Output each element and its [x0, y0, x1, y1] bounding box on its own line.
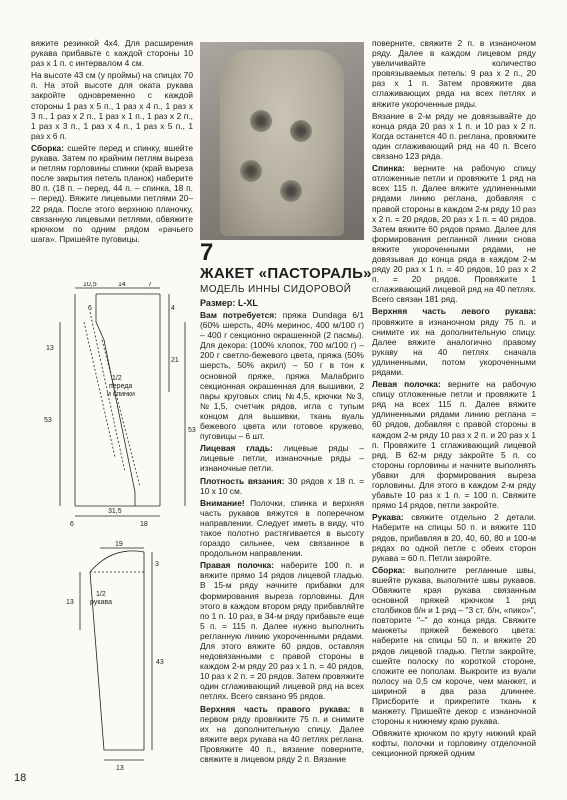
column-middle: [200, 310, 364, 766]
paragraph: Рукава: свяжите отдельно 2 детали. Наберите на спицы 50 п. и вяжите 110 рядов, прибавляя в 20, 40, 60, 80 и 100-м рядах по одной петле с обеих сторон рукава = 60 п. Петли закройте.: [372, 512, 536, 563]
paragraph: На высоте 43 см (у проймы) на спицах 70 п. На этой высоте для оката рукава закройте одновременно с каждой стороны 1 раз х 5 п., 1 раз х 4 п., 1 раз х 3 п., 1 раз х 2 п., 1 раз х 1 п., 1 раз х 2 п., 1 раз х 3 п., 1 раз х 4 п., 1 раз х 5 п., 1 раз х 6 п.: [31, 70, 193, 141]
paragraph: Обвяжите крючком по кругу нижний край кофты, полочки и горловину отделочной секционной пряжей одним: [372, 728, 536, 759]
dim-label: 3: [155, 561, 159, 568]
body-schematic-diagram: [40, 282, 200, 530]
dim-label: 19: [115, 541, 123, 548]
paragraph: Вам потребуется: пряжа Dundaga 6/1 (60% шерсть, 40% меринос, 400 м/100 г) – 400 г секционно окрашенной (2 пасмы). Для декора: (100% хлопок, 700 м/100 г) – 200 г светло-бежевого цвета, пряжа (50% шерсть, 50% акрил) – 50 г в тон к основной пряже, пряжа Малабриго секционная окрашенная для вышивки, 2 пары круговых спиц №4,5, крючки №3, №1,5, счетчик рядов, игла с тупым концом для вышивки, ткань вуаль бежевого цвета или готовое кружево, пуговицы – 6 шт.: [200, 310, 364, 442]
dim-label: 13: [66, 599, 74, 606]
paragraph: Левая полочка: верните на рабочую спицу отложенные петли и провяжите 1 ряд на всех 115 п. Далее вяжите удлиненными рядами линию реглана = 60 рядов, добавляя с правой стороны в каждом 2-м ряду 10 раз х 2 п. и 20 раз х 1 п. Провяжите 1 сглаживающий лицевой ряд. В 62-м ряду закройте 5 п. со стороны горловины и начните выполнять убавки для формирования выреза горловины. Для этого в каждом 2-м ряду убавьте 10 раз х 1 п. = 100 п. Свяжите прямо 14 рядов, петли закройте.: [372, 379, 536, 511]
rose-decor-icon: [240, 160, 262, 182]
pattern-title: ЖАКЕТ «ПАСТОРАЛЬ»: [200, 265, 372, 282]
dim-label: 21: [171, 357, 179, 364]
paragraph: поверните, свяжите 2 п. в изнаночном ряду. Далее в каждом лицевом ряду увеличивайте количество провязываемых петель: 9 раз х 2 п., 20 раз х 1 п. Затем провяжите два сглаживающих ряда на всех петлях и вяжите укороченные ряды.: [372, 38, 536, 109]
dim-label: 4: [171, 305, 175, 312]
sleeve-schematic-diagram: [60, 540, 190, 775]
dim-label: и спинки: [107, 391, 135, 398]
rose-decor-icon: [250, 110, 272, 132]
paragraph: Внимание! Полочки, спинка и верхняя часть рукавов вяжутся в поперечном направлении. Следует иметь в виду, что такое полотно растягивается в высоту гораздо сильнее, чем связанное в продольном направлении.: [200, 497, 364, 559]
paragraph: Плотность вязания: 30 рядов х 18 п. = 10 х 10 см.: [200, 475, 364, 496]
dim-label: 10,5: [83, 282, 97, 288]
paragraph: Правая полочка: наберите 100 п. и вяжите прямо 14 рядов лицевой гладью. В 15-м ряду начните прибавки для формирования выреза горловины. Для этого в каждом втором ряду прибавляйте по 1 п. 10 раз, в 34-м ряду прибавьте еще 5 п. = 115 п. Далее нужно выполнить регланную линию укороченными рядами. Для этого вяжите 60 рядов, оставляя недовязанными с правой стороны в каждом 2-м ряду 20 раз х 1 п. = 40 рядов, 10 раз х 2 п. = 20 рядов. Затем провяжите один сглаживающий лицевой ряд на всех петлях. Всего связано 95 рядов.: [200, 560, 364, 702]
paragraph: Вязание в 2-м ряду не довязывайте до конца ряда 20 раз х 1 п. и 10 раз х 2 п. Когда останется 40 п. реглана, провяжите один сглаживающий ряд на 40 п. Всего связано 123 ряда.: [372, 110, 536, 162]
column-right: [372, 38, 536, 761]
pattern-author: МОДЕЛЬ ИННЫ СИДОРОВОЙ: [200, 284, 352, 295]
paragraph: Верхняя часть правого рукава: в первом ряду провяжите 75 п. и снимите их на дополнительную спицу. Далее вяжите верх рукава на 40 петлях реглана. Провяжите 40 п., вязание поверните, свяжите в лицевом ряду 2 п. Вязание: [200, 703, 364, 765]
dim-label: 6: [88, 305, 92, 312]
dim-label: 31,5: [108, 508, 122, 515]
dim-label: 18: [140, 521, 148, 528]
jacket-photo: [200, 42, 364, 240]
dim-label: рукава: [90, 599, 112, 606]
rose-decor-icon: [280, 180, 302, 202]
paragraph: Сборка: выполните регланные швы, вшейте рукава, выполните швы рукавов. Обвяжите края рукава связанным основной пряжей крючком 1 ряд столбиков б/н и 1 ряд – "3 ст. б/н, «пико»", повторите "–" до конца ряда. Свяжите манжеты пряжей бежевого цвета: наберите на спицы 50 п. и вяжите 20 рядов лицевой гладью. Петли закройте, сшейте полоску по короткой стороне, сложите ее пополам. Выкроите из вуали полосу на 0,5 см короче, чем манжет, и шириной в два раза длиннее. Присборите и прикрепите ткань к манжету. Пришейте декор с изнаночной стороны к нижнему краю рукава.: [372, 564, 536, 727]
rose-decor-icon: [290, 120, 312, 142]
dim-label: переда: [109, 383, 133, 390]
paragraph: вяжите резинкой 4х4. Для расширения рукава прибавьте с каждой стороны 10 раз х 1 п. с интервалом 4 см.: [31, 38, 193, 69]
pattern-size: Размер: L-XL: [200, 298, 258, 308]
dim-label: 1/2: [96, 591, 106, 598]
dim-label: 53: [188, 427, 196, 434]
sweater-shape: [220, 50, 344, 236]
dim-label: 53: [44, 417, 52, 424]
dim-label: 1/2: [112, 375, 122, 382]
paragraph: Верхняя часть левого рукава: провяжите в изнаночном ряду 75 п. и снимите их на дополнительную спицу. Далее вяжите аналогично правому рукаву на 40 петлях сначала удлиненными, потом укороченными рядами.: [372, 306, 536, 377]
dim-label: 6: [70, 521, 74, 528]
dim-label: 13: [116, 765, 124, 772]
dim-label: 14: [118, 282, 126, 288]
page-number: 18: [14, 772, 27, 784]
column-left: [31, 38, 193, 246]
dim-label: 13: [46, 345, 54, 352]
paragraph: Спинка: верните на рабочую спицу отложенные петли и провяжите 1 ряд на всех 115 п. Далее вяжите удлиненными рядами линию реглана, добавляя с правой стороны в каждом 2-м ряду 10 раз х 2 п. = 20 рядов, 20 раз х 1 п. = 40 рядов. Затем вяжите 60 рядов прямо. Далее для формирования регланной линии снова вяжите укороченными рядами, не довязывая до конца ряда в каждом 2-м ряду 20 раз х 1 п. = 40 рядов, 10 раз х 2 п. = 20 рядов. Провяжите 1 сглаживающий лицевой ряд на 40 петлях. Всего связан 181 ряд.: [372, 163, 536, 305]
pattern-number: 7: [200, 239, 214, 266]
dim-label: 43: [156, 659, 164, 666]
paragraph: Сборка: сшейте перед и спинку, вшейте рукава. Затем по крайним петлям выреза и петлям горловины спинки (край выреза после закрытия петель планок) наберите 80 п. (18 п. – перед, 44 п. – спинка, 18 п. – перед). Вяжите лицевыми петлями 20–22 ряда. После этого верхнюю планочку, связанную лицевыми петлями, обвяжите крючком по одним рядом «рачьего шага». Пришейте пуговицы.: [31, 142, 193, 244]
dim-label: 7: [148, 282, 152, 288]
paragraph: Лицевая гладь: лицевые ряды – лицевые петли, изнаночные ряды – изнаночные петли.: [200, 443, 364, 474]
